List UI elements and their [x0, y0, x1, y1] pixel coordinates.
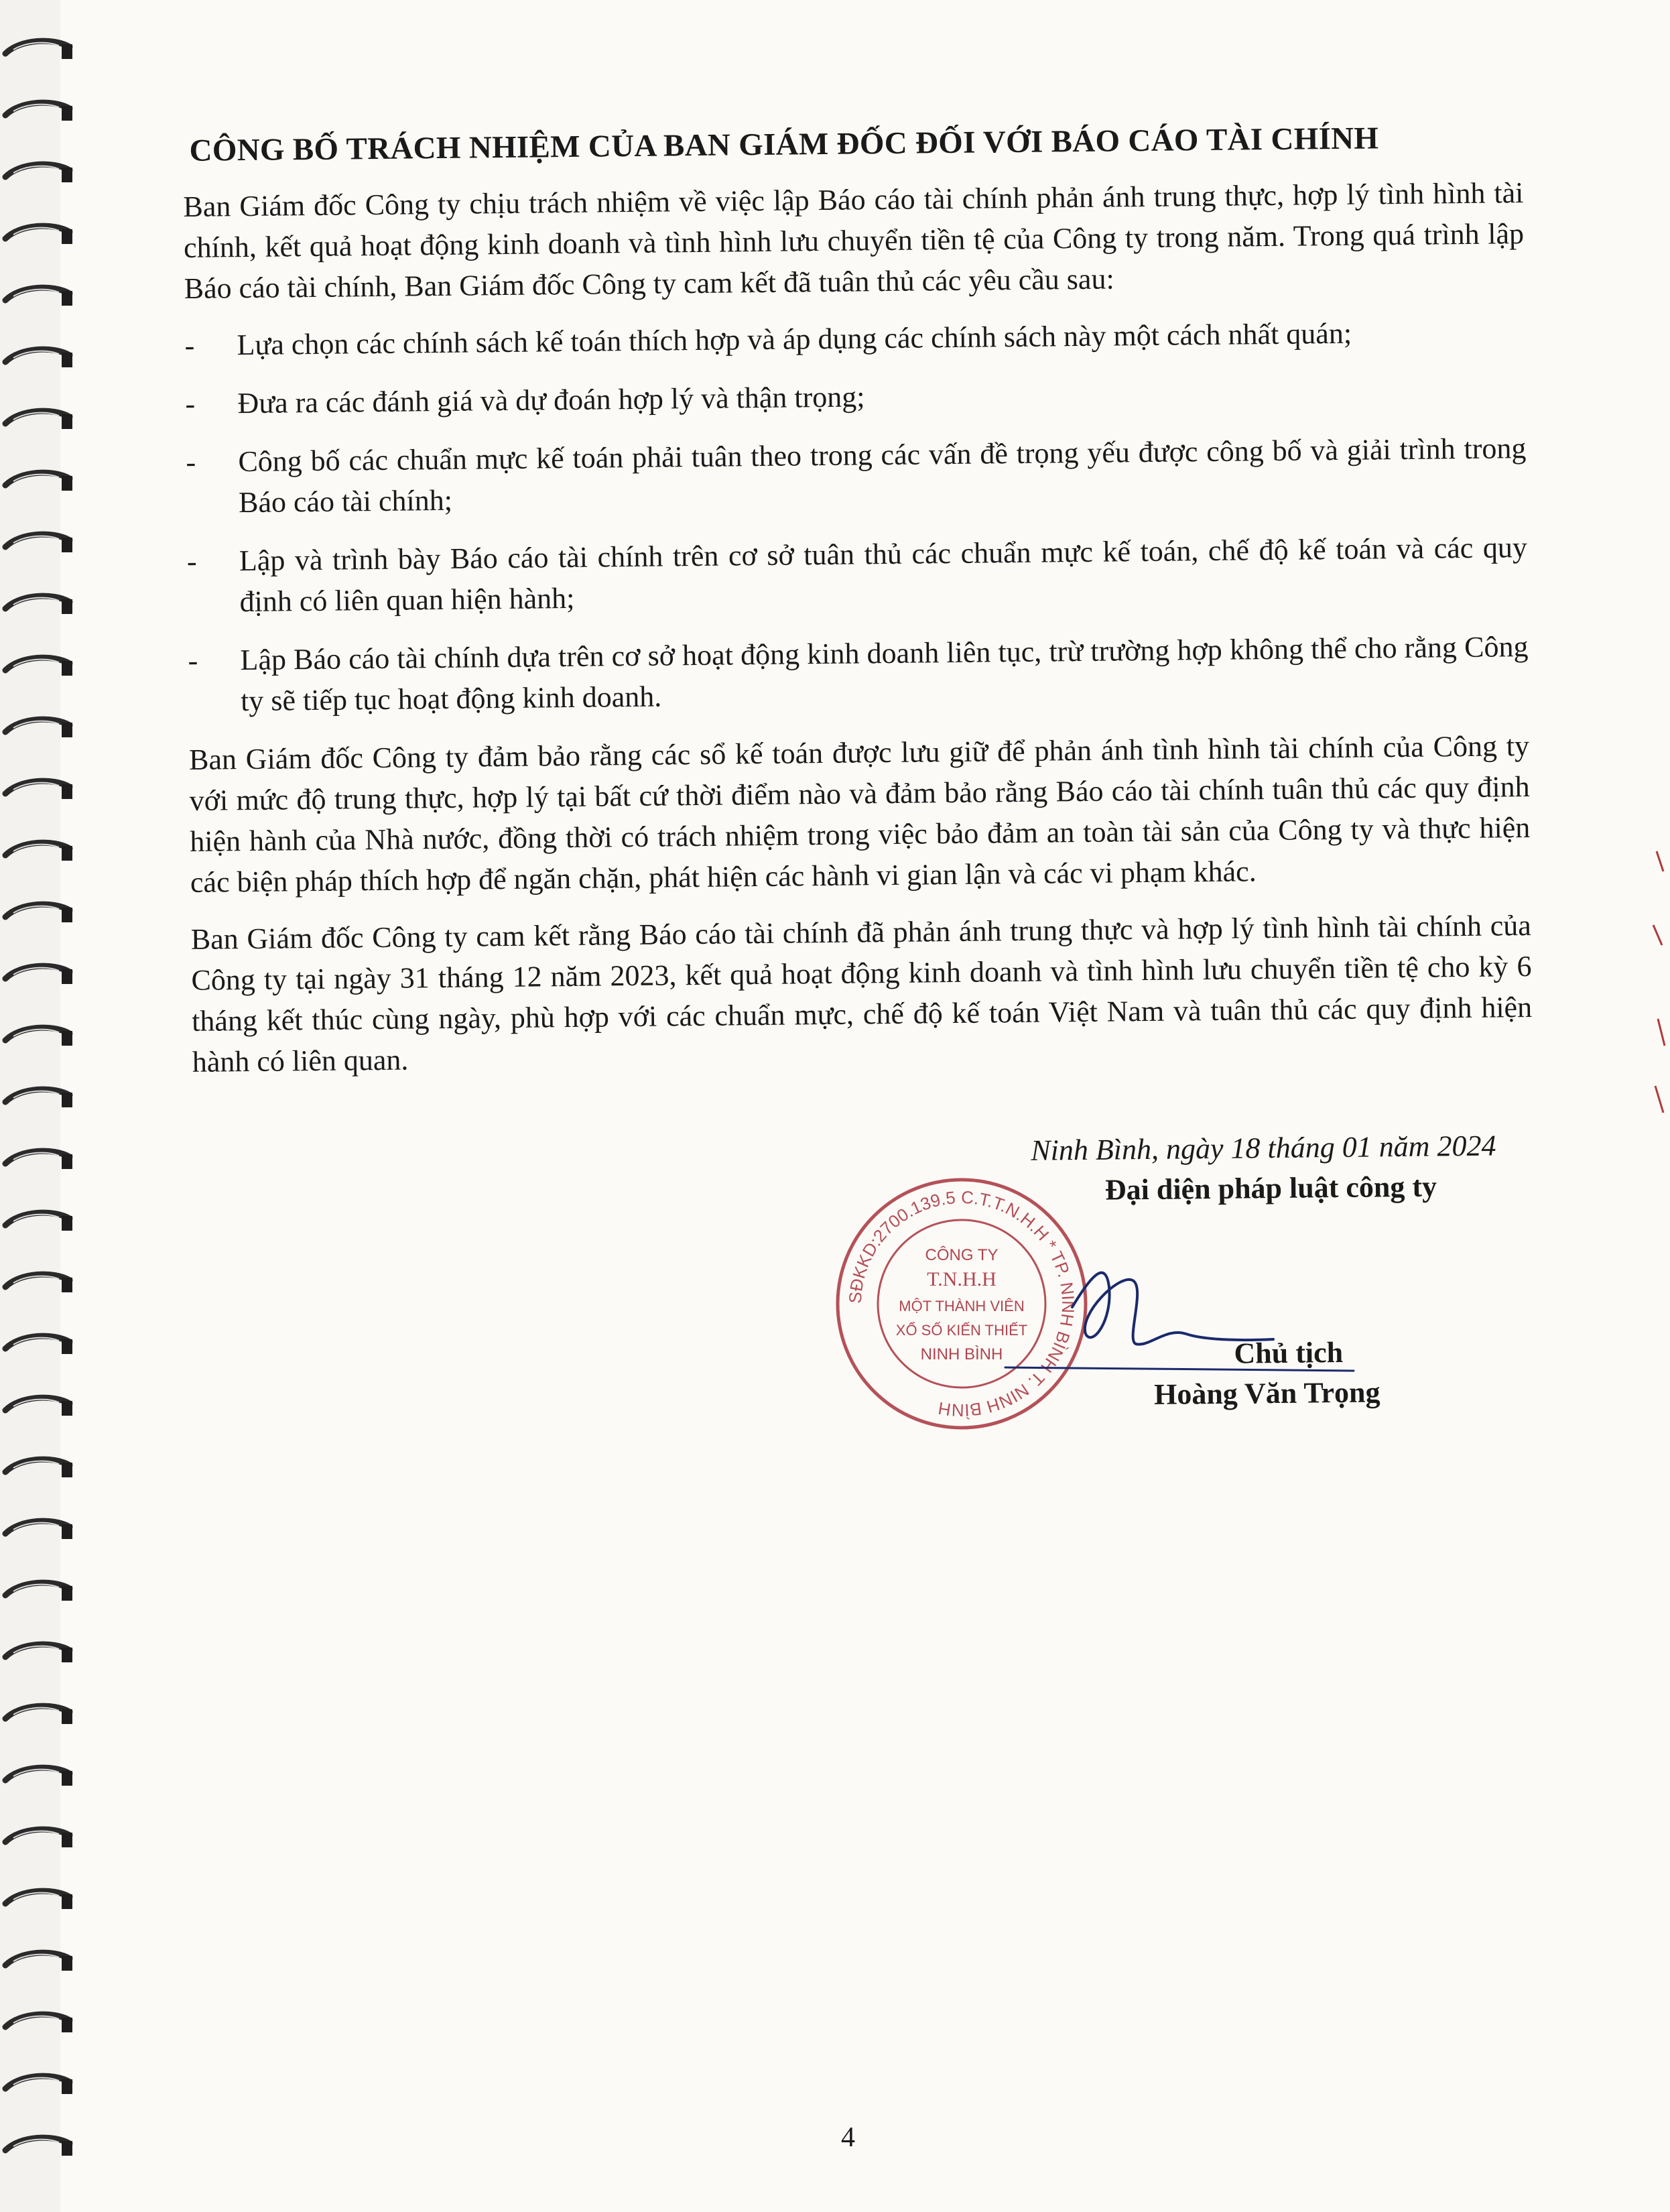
- binding-coil: [5, 719, 72, 737]
- binding-coil: [5, 1274, 72, 1292]
- binding-coil: [5, 966, 72, 984]
- representative-title: Đại diện pháp luật công ty: [1104, 1170, 1437, 1207]
- seal-line: NINH BÌNH: [920, 1345, 1003, 1363]
- binding-coil: [5, 164, 72, 182]
- list-item: - Đưa ra các đánh giá và dự đoán hợp lý và thận trọng;: [185, 380, 865, 420]
- binding-coil: [5, 1891, 72, 1909]
- seal-line: CÔNG TY: [925, 1246, 999, 1264]
- seal-line: T.N.H.H: [927, 1268, 997, 1290]
- page-heading: CÔNG BỐ TRÁCH NHIỆM CỦA BAN GIÁM ĐỐC ĐỐI VỚI BÁO CÁO TÀI CHÍNH: [189, 121, 1379, 168]
- seal-line: XỔ SỐ KIẾN THIẾT: [895, 1322, 1028, 1339]
- binding-coil: [5, 411, 72, 429]
- binding-coil: [5, 1583, 72, 1601]
- binding-coil: [5, 1521, 72, 1539]
- binding-coil: [5, 2014, 72, 2032]
- binding-coil: [5, 596, 72, 614]
- list-item: - Công bố các chuẩn mực kế toán phải tuân theo trong các vấn đề trọng yếu được công bố và giải trình trong Báo cáo tài chính;: [186, 432, 1527, 519]
- binding-coil: [5, 1953, 72, 1971]
- list-item: - Lập Báo cáo tài chính dựa trên cơ sở hoạt động kinh doanh liên tục, trừ trường hợp không thể cho rằng Công ty sẽ tiếp tục hoạt động kinh doanh.: [188, 630, 1529, 718]
- spiral-binding: [0, 0, 80, 2212]
- signer-role: Chủ tịch: [1234, 1335, 1344, 1370]
- binding-coil: [5, 226, 72, 244]
- page-edge-marks: [1643, 845, 1670, 1126]
- binding-coil: [5, 2076, 72, 2094]
- binding-coil: [5, 1089, 72, 1107]
- binding-coil: [5, 473, 72, 491]
- binding-coil: [5, 1028, 72, 1046]
- binding-coil: [5, 349, 72, 367]
- binding-coil: [5, 103, 72, 121]
- binding-coil: [5, 1213, 72, 1231]
- binding-coil: [5, 781, 72, 799]
- binding-coil: [5, 1829, 72, 1847]
- binding-coil: [5, 1336, 72, 1354]
- requirements-list: [184, 311, 1529, 722]
- signer-name: Hoàng Văn Trọng: [1153, 1375, 1380, 1411]
- binding-coil: [5, 1459, 72, 1477]
- seal-ring-text: SĐKKD:2700.139.5 C.T.T.N.H.H * TP. NINH BÌNH T. NINH BÌNH: [844, 1186, 1079, 1421]
- binding-coil: [5, 1706, 72, 1724]
- list-item: - Lựa chọn các chính sách kế toán thích hợp và áp dụng các chính sách này một cách nhất quán;: [184, 316, 1352, 362]
- seal-line: MỘT THÀNH VIÊN: [899, 1298, 1025, 1314]
- binding-coil: [5, 1398, 72, 1416]
- binding-coil: [5, 658, 72, 676]
- commitment-paragraph: Ban Giám đốc Công ty cam kết rằng Báo cáo tài chính đã phản ánh trung thực và hợp lý tình hình tài chính của Công ty tại ngày 31 tháng 12 năm 2023, kết quả hoạt động kinh doanh và tình hình lưu chuyển tiền tệ cho kỳ 6 tháng kết thúc cùng ngày, phù hợp với các chuẩn mực, chế độ kế toán Việt Nam và tuân thủ các quy định hiện hành có liên quan.: [190, 908, 1533, 1079]
- binding-coil: [5, 534, 72, 552]
- assurance-paragraph: Ban Giám đốc Công ty đảm bảo rằng các sổ kế toán được lưu giữ để phản ánh tình hình tài chính của Công ty với mức độ trung thực, hợp lý tại bất cứ thời điểm nào và đảm bảo rằng Báo cáo tài chính tuân thủ các quy định hiện hành của Nhà nước, đồng thời có trách nhiệm trong việc bảo đảm an toàn tài sản của Công ty và thực hiện các biện pháp thích hợp để ngăn chặn, phát hiện các hành vi gian lận và các vi phạm khác.: [188, 729, 1531, 899]
- list-item: - Lập và trình bày Báo cáo tài chính trên cơ sở tuân thủ các chuẩn mực kế toán, chế độ kế toán và các quy định có liên quan hiện hành;: [186, 531, 1528, 619]
- binding-coil: [5, 1644, 72, 1662]
- handwritten-signature: [992, 1233, 1367, 1394]
- binding-coil: [5, 1151, 72, 1169]
- place-date: Ninh Bình, ngày 18 tháng 01 năm 2024: [1031, 1129, 1496, 1167]
- intro-paragraph: Ban Giám đốc Công ty chịu trách nhiệm về việc lập Báo cáo tài chính phản ánh trung thực, hợp lý tình hình tài chính, kết quả hoạt động kinh doanh và tình hình lưu chuyển tiền tệ của Công ty trong năm. Trong quá trình lập Báo cáo tài chính, Ban Giám đốc Công ty cam kết đã tuân thủ các yêu cầu sau:: [183, 176, 1525, 305]
- binding-coil: [5, 2138, 72, 2156]
- binding-coil: [5, 904, 72, 922]
- binding-coil: [5, 288, 72, 306]
- binding-coil: [5, 843, 72, 861]
- binding-coil: [5, 41, 72, 59]
- binding-coil: [5, 1768, 72, 1786]
- page-number: 4: [841, 2122, 855, 2153]
